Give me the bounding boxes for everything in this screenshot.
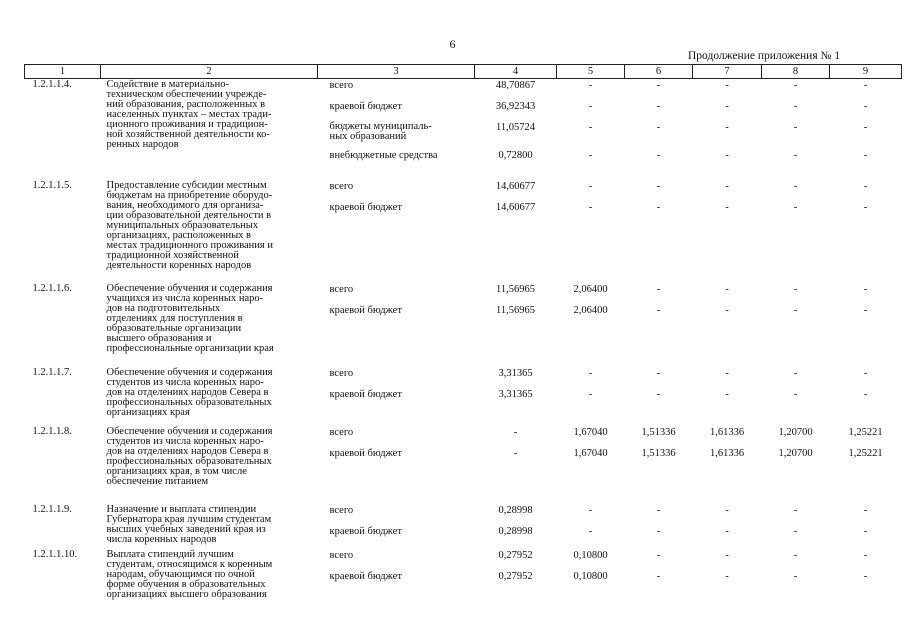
row-title-line: профессиональные организации края: [106, 342, 274, 354]
value-cell: 1,25221: [848, 426, 883, 438]
value-cell: -: [863, 180, 868, 192]
value-cell: -: [656, 549, 661, 561]
header-col-1: 1: [25, 65, 101, 79]
row-title-line: числа коренных народов: [106, 533, 217, 545]
value-col-5: [557, 79, 625, 180]
value-cell: -: [793, 570, 798, 582]
value-col-8: [762, 367, 830, 426]
value-cell: -: [793, 304, 798, 316]
funding-source-line: бюджеты муниципаль-: [329, 121, 432, 132]
value-cell: -: [863, 549, 868, 561]
value-cell: 1,67040: [573, 447, 608, 459]
value-col-4: [475, 549, 557, 609]
value-cell: -: [863, 201, 868, 213]
value-cell: -: [793, 180, 798, 192]
row-title-line: деятельности коренных народов: [106, 259, 252, 271]
value-col-9: [830, 180, 902, 283]
value-cell: 0,10800: [573, 549, 608, 561]
row-title: [101, 426, 318, 504]
funding-source: [330, 122, 475, 150]
value-cell: 0,27952: [498, 570, 533, 582]
value-cell: -: [863, 388, 868, 400]
value-cell: -: [725, 304, 729, 316]
funding-source: внебюджетные средства: [329, 150, 438, 161]
funding-source: краевой бюджет: [329, 388, 402, 400]
value-cell: -: [863, 150, 868, 161]
value-cell: -: [588, 150, 593, 161]
value-cell: -: [588, 80, 593, 91]
value-col-6: [625, 79, 693, 180]
value-cell: -: [656, 122, 661, 133]
value-cell: -: [725, 283, 729, 295]
funding-source-line: ных образований: [329, 131, 407, 142]
value-cell: 0,28998: [498, 504, 533, 516]
table-row: [25, 79, 902, 180]
value-cell: -: [793, 122, 798, 133]
value-col-5: [557, 180, 625, 283]
value-cell: 11,56965: [496, 304, 535, 316]
row-title-line: организациях высшего образования: [106, 588, 267, 600]
value-col-7: [693, 180, 762, 283]
value-cell: -: [725, 101, 729, 112]
value-col-7: [693, 79, 762, 180]
value-cell: -: [793, 80, 798, 91]
row-title-line: Содействие в материально-: [106, 79, 229, 90]
value-col-9: [830, 426, 902, 504]
value-col-8: [762, 79, 830, 180]
row-code: 1.2.1.1.7.: [32, 366, 72, 378]
value-cell: -: [656, 201, 661, 213]
table-row: [25, 180, 902, 283]
row-code: 1.2.1.1.9.: [32, 503, 72, 515]
row-title: [101, 79, 318, 180]
funding-source: всего: [329, 367, 354, 379]
value-cell: -: [863, 504, 868, 516]
value-cell: -: [725, 504, 729, 516]
value-cell: 2,06400: [573, 304, 608, 316]
header-col-6: 6: [625, 65, 693, 79]
row-title-line: организациях края: [106, 406, 190, 418]
value-col-8: [762, 504, 830, 549]
header-col-2: 2: [101, 65, 318, 79]
row-title: [101, 180, 318, 283]
row-title-line: населенных пунктах – местах тради-: [106, 109, 272, 120]
value-cell: -: [793, 201, 798, 213]
row-title: [101, 504, 318, 549]
row-title-line: учащихся из числа коренных наро-: [106, 292, 264, 304]
value-cell: 36,92343: [495, 101, 536, 112]
row-title-line: студентов из числа коренных наро-: [106, 376, 264, 388]
row-code: 1.2.1.1.6.: [32, 282, 72, 294]
value-col-5: [557, 367, 625, 426]
row-title-line: высшего образования и: [106, 332, 212, 344]
value-cell: -: [793, 549, 798, 561]
header-col-7: 7: [693, 65, 762, 79]
value-col-7: [693, 504, 762, 549]
value-cell: -: [793, 283, 798, 295]
row-title-line: профессиональных образовательных: [106, 396, 272, 408]
value-cell: 3,31365: [498, 388, 533, 400]
row-title-line: муниципальных образовательных: [106, 219, 259, 231]
value-col-9: [830, 367, 902, 426]
value-cell: -: [863, 570, 868, 582]
row-title-line: ний образования, расположенных в: [106, 99, 266, 110]
value-cell: -: [656, 367, 661, 379]
row-title-line: ционного проживания и традицион-: [106, 119, 268, 130]
table-row: [25, 283, 902, 367]
row-title: [101, 549, 318, 609]
row-sources: [318, 426, 475, 504]
value-cell: -: [863, 367, 868, 379]
value-cell: 1,25221: [848, 447, 883, 459]
value-cell: -: [725, 525, 729, 537]
value-col-7: [693, 426, 762, 504]
table-row: [25, 504, 902, 549]
funding-source: краевой бюджет: [329, 201, 402, 213]
value-col-5: [557, 426, 625, 504]
value-col-4: [475, 180, 557, 283]
value-cell: -: [793, 525, 798, 537]
row-code: 1.2.1.1.10.: [32, 548, 78, 560]
row-title-line: Назначение и выплата стипендии: [106, 503, 257, 515]
value-col-9: [830, 283, 902, 367]
row-sources: [318, 180, 475, 283]
value-col-5: [557, 283, 625, 367]
value-col-6: [625, 367, 693, 426]
value-cell: -: [863, 304, 868, 316]
value-cell: 1,61336: [709, 447, 745, 459]
value-cell: 14,60677: [495, 180, 536, 192]
value-cell: -: [588, 388, 593, 400]
row-title-line: Губернатора края лучшим студентам: [106, 513, 272, 525]
value-col-6: [625, 426, 693, 504]
value-cell: -: [588, 367, 593, 379]
continuation-label: Продолжение приложения № 1: [688, 50, 841, 62]
row-title-line: форме обучения в образовательных: [106, 578, 266, 590]
row-title-line: народам, обучающимся по очной: [106, 568, 255, 580]
value-col-9: [830, 79, 902, 180]
value-col-8: [762, 549, 830, 609]
row-title-line: профессиональных образовательных: [106, 455, 272, 467]
value-cell: -: [863, 80, 868, 91]
value-cell: -: [656, 80, 661, 91]
value-cell: 11,05724: [496, 122, 535, 133]
funding-source: всего: [329, 180, 354, 192]
value-cell: -: [725, 150, 729, 161]
value-cell: -: [793, 367, 798, 379]
value-cell: 11,56965: [496, 283, 535, 295]
value-cell: 14,60677: [495, 201, 536, 213]
value-cell: -: [656, 304, 661, 316]
header-col-4: 4: [475, 65, 557, 79]
value-cell: -: [588, 201, 593, 213]
value-cell: -: [793, 388, 798, 400]
value-cell: -: [725, 80, 729, 91]
row-sources: [318, 549, 475, 609]
value-cell: -: [863, 283, 868, 295]
value-cell: -: [725, 180, 729, 192]
value-cell: -: [725, 570, 729, 582]
header-col-9: 9: [830, 65, 902, 79]
table-row: [25, 426, 902, 504]
row-title-line: Обеспечение обучения и содержания: [106, 282, 273, 294]
row-title-line: местах традиционного проживания и: [106, 239, 273, 251]
value-col-7: [693, 283, 762, 367]
row-title: [101, 283, 318, 367]
table-row: [25, 549, 902, 609]
table-row: [25, 367, 902, 426]
value-cell: -: [656, 570, 661, 582]
value-col-4: [475, 367, 557, 426]
value-cell: -: [793, 504, 798, 516]
value-col-4: [475, 79, 557, 180]
value-cell: 1,20700: [778, 426, 813, 438]
value-cell: -: [863, 525, 868, 537]
row-title-line: обеспечение питанием: [106, 475, 209, 487]
row-title-line: организациях края, в том числе: [106, 465, 247, 477]
row-code: 1.2.1.1.5.: [32, 179, 72, 191]
funding-source: краевой бюджет: [329, 101, 402, 112]
row-title-line: бюджетам на приобретение оборудо-: [106, 189, 273, 201]
value-col-4: [475, 283, 557, 367]
value-col-9: [830, 549, 902, 609]
value-col-4: [475, 426, 557, 504]
value-cell: -: [656, 180, 661, 192]
value-cell: -: [656, 525, 661, 537]
value-cell: 1,51336: [641, 447, 676, 459]
value-cell: -: [863, 122, 868, 133]
row-title-line: дов на отделениях народов Севера в: [106, 445, 269, 457]
value-col-5: [557, 549, 625, 609]
value-col-5: [557, 504, 625, 549]
value-col-6: [625, 549, 693, 609]
page-number: 6: [449, 37, 456, 51]
value-cell: -: [863, 101, 868, 112]
value-cell: -: [656, 388, 661, 400]
value-cell: 0,27952: [498, 549, 533, 561]
value-cell: -: [793, 101, 798, 112]
row-title-line: Обеспечение обучения и содержания: [106, 366, 273, 378]
value-cell: -: [725, 549, 729, 561]
value-col-7: [693, 367, 762, 426]
value-cell: 0,28998: [498, 525, 533, 537]
value-col-7: [693, 549, 762, 609]
header-col-3: 3: [318, 65, 475, 79]
value-cell: -: [725, 201, 729, 213]
row-title-line: ренных народов: [106, 139, 179, 150]
value-cell: -: [725, 388, 729, 400]
value-col-6: [625, 504, 693, 549]
value-cell: -: [793, 150, 798, 161]
value-cell: -: [513, 447, 518, 459]
funding-source: всего: [329, 426, 354, 438]
value-cell: 0,72800: [498, 150, 533, 161]
funding-source: краевой бюджет: [329, 525, 402, 537]
value-cell: -: [588, 101, 593, 112]
funding-source: всего: [329, 283, 354, 295]
value-cell: -: [725, 122, 729, 133]
row-sources: [318, 283, 475, 367]
value-col-9: [830, 504, 902, 549]
row-title-line: Обеспечение обучения и содержания: [106, 425, 273, 437]
funding-source: краевой бюджет: [329, 447, 402, 459]
row-title-line: дов на отделениях народов Севера в: [106, 386, 269, 398]
value-cell: -: [656, 283, 661, 295]
row-title-line: дов на подготовительных: [106, 302, 221, 314]
row-code: 1.2.1.1.8.: [32, 425, 72, 437]
header-col-8: 8: [762, 65, 830, 79]
value-cell: 1,20700: [778, 447, 813, 459]
row-title-line: отделениях для поступления в: [106, 312, 243, 324]
row-title-line: Выплата стипендий лучшим: [106, 548, 234, 560]
row-title-line: студентов из числа коренных наро-: [106, 435, 264, 447]
row-sources: [318, 79, 475, 180]
value-cell: -: [588, 504, 593, 516]
row-title-line: ции образовательной деятельности в: [106, 209, 272, 221]
funding-source: краевой бюджет: [329, 304, 402, 316]
budget-table: [24, 64, 902, 609]
row-title-line: организациях, расположенных в: [106, 229, 252, 241]
value-cell: 48,70867: [495, 80, 536, 91]
row-title: [101, 367, 318, 426]
value-cell: -: [513, 426, 518, 438]
value-cell: -: [588, 122, 593, 133]
row-title-line: высших учебных заведений края из: [106, 523, 266, 535]
header-col-5: 5: [557, 65, 625, 79]
value-col-8: [762, 283, 830, 367]
row-sources: [318, 367, 475, 426]
row-title-line: Предоставление субсидии местным: [106, 179, 267, 191]
value-cell: 3,31365: [498, 367, 533, 379]
row-title-line: вания, необходимого для организа-: [106, 199, 264, 211]
funding-source: всего: [329, 549, 354, 561]
funding-source: краевой бюджет: [329, 570, 402, 582]
funding-source: всего: [329, 80, 354, 91]
value-col-6: [625, 180, 693, 283]
value-cell: -: [656, 101, 661, 112]
value-cell: 1,51336: [641, 426, 676, 438]
value-col-6: [625, 283, 693, 367]
row-title-line: студентам, относящимся к коренным: [106, 558, 273, 570]
value-cell: 0,10800: [573, 570, 608, 582]
value-col-4: [475, 504, 557, 549]
value-cell: -: [656, 504, 661, 516]
row-code: 1.2.1.1.4.: [32, 79, 72, 90]
row-title-line: ной хозяйственной деятельности ко-: [106, 129, 270, 140]
value-cell: -: [588, 180, 593, 192]
value-col-8: [762, 426, 830, 504]
value-cell: 1,61336: [709, 426, 745, 438]
value-cell: 1,67040: [573, 426, 608, 438]
value-cell: -: [588, 525, 593, 537]
value-cell: -: [656, 150, 661, 161]
row-title-line: традиционной хозяйственной: [106, 249, 239, 261]
row-title-line: образовательные организации: [106, 322, 242, 334]
value-cell: -: [725, 367, 729, 379]
row-title-line: техническом обеспечении учрежде-: [106, 89, 267, 100]
funding-source: всего: [329, 504, 354, 516]
value-col-8: [762, 180, 830, 283]
header-row: [25, 65, 902, 79]
value-cell: 2,06400: [573, 283, 608, 295]
row-sources: [318, 504, 475, 549]
